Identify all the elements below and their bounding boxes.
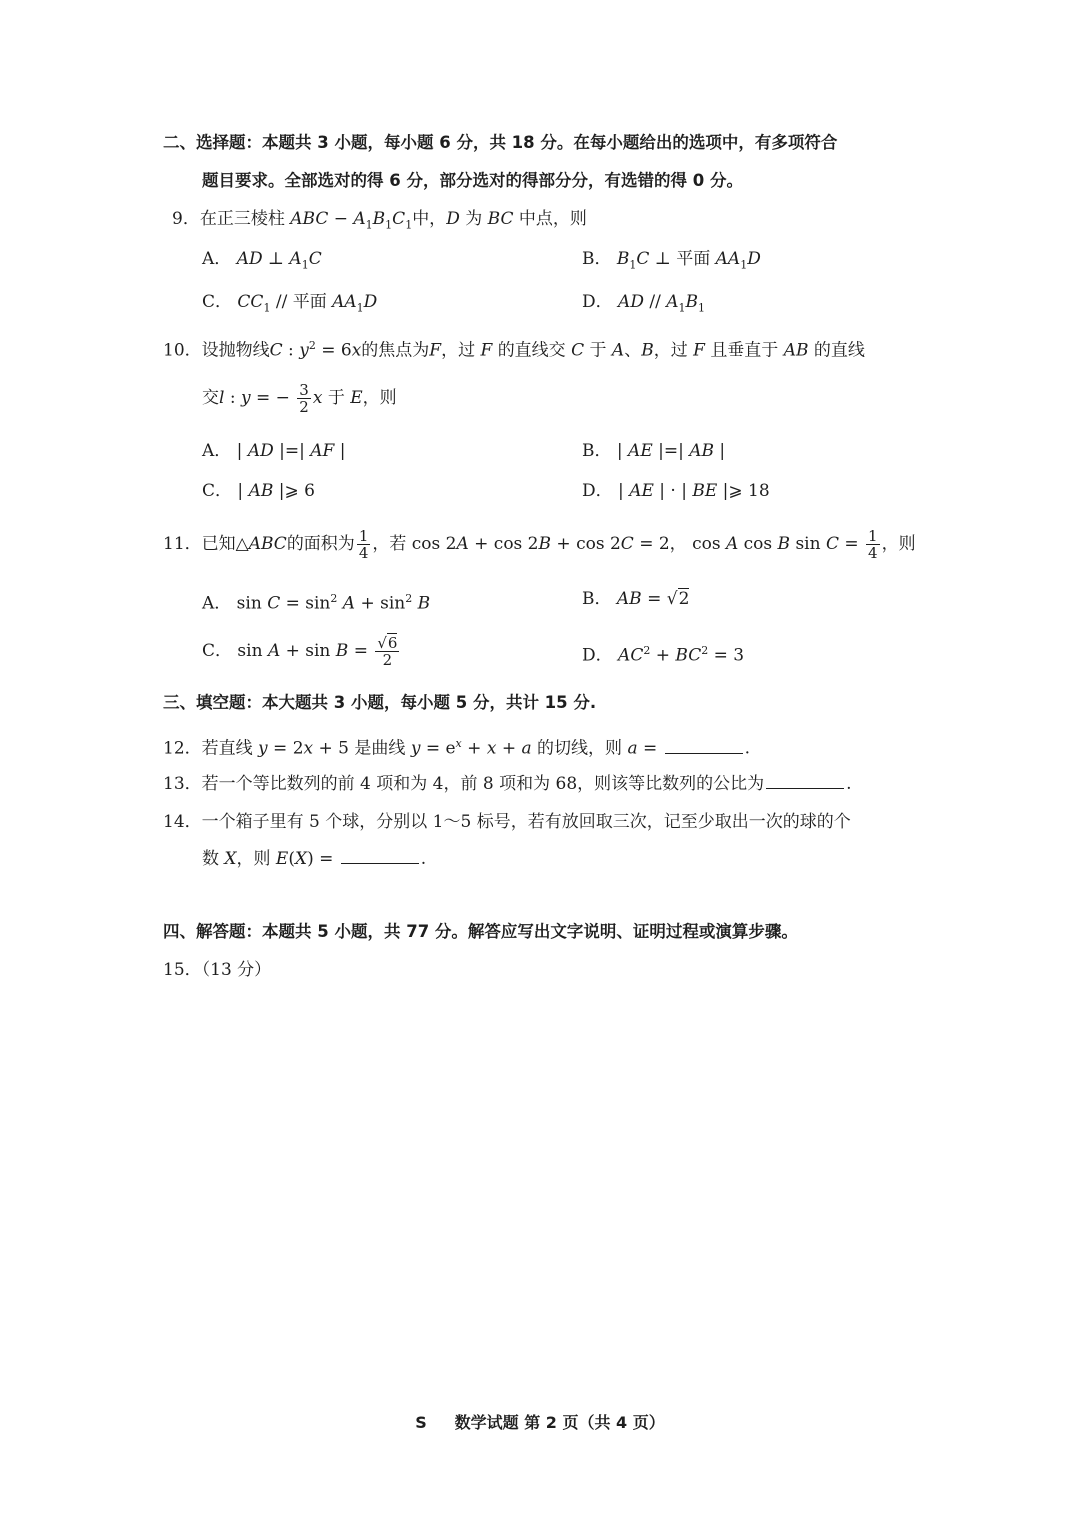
question-14-cont: 数 X，则 E(X) = .	[202, 849, 427, 869]
question-10: 10．设抛物线C : $y^2 = 6x$的焦点为F，过 F 的直线交 C 于 A、B，过 F 且垂直于 AB 的直线	[163, 339, 865, 361]
question-11: 11．已知△ABC的面积为 $\frac{1}{4}$ ，若 cos 2A + cos 2B + cos 2C = 2， cos A cos B sin C = $\frac{1}{4}$ ，则	[163, 527, 916, 562]
question-13: 13．若一个等比数列的前 4 项和为 4，前 8 项和为 68，则该等比数列的公比为 .	[163, 774, 852, 794]
q11-option-b: B． AB = √2	[582, 589, 690, 609]
q9-option-c: C． $CC_1$ // 平面 $AA_1D$	[202, 292, 378, 315]
footer-letter: S	[415, 1413, 427, 1432]
answer-blank	[766, 772, 844, 789]
q9-option-a: A． AD ⊥ $A_1C$	[202, 249, 322, 272]
question-10-cont: 交l : y = − $\frac{3}{2}$ x 于 E，则	[202, 381, 397, 416]
answer-blank	[665, 737, 743, 754]
q11-option-c: C． sin A + sin B = $\frac{√6}{2}$	[202, 634, 398, 669]
q9-option-b: B． $B_1C$ ⊥ 平面 $AA_1D$	[582, 249, 761, 272]
q10-option-a: A． | AD |=| AF |	[202, 441, 346, 461]
q10-option-b: B． | AE |=| AB |	[582, 441, 726, 461]
question-15: 15．（13 分）	[163, 960, 272, 980]
section-2-heading: 二、选择题：本题共 3 小题，每小题 6 分，共 18 分。在每小题给出的选项中，有多项符合	[163, 133, 838, 152]
section-4-heading: 四、解答题：本题共 5 小题，共 77 分。解答应写出文字说明、证明过程或演算步骤。	[163, 922, 798, 941]
q11-option-d: D． $AC^2 + BC^2 = 3$	[582, 644, 745, 666]
q9-option-d: D． AD // $A_1B_1$	[582, 292, 706, 315]
q11-option-a: A． $\sin C = \sin^2 A + \sin^2 B$	[202, 592, 431, 614]
question-9: 9．在正三棱柱 ABC − $A_1B_1C_1$中，D 为 BC 中点，则	[172, 209, 587, 232]
question-14: 14．一个箱子里有 5 个球，分别以 1～5 标号，若有放回取三次，记至少取出一次的球的个	[163, 812, 851, 832]
answer-blank	[341, 847, 419, 864]
section-2-heading-cont: 题目要求。全部选对的得 6 分，部分选对的得部分分，有选错的得 0 分。	[202, 171, 743, 190]
section-3-heading: 三、填空题：本大题共 3 小题，每小题 5 分，共计 15 分.	[163, 693, 597, 712]
footer-page-info: 数学试题 第 2 页（共 4 页）	[454, 1413, 665, 1432]
q10-option-c: C． | AB |⩾ 6	[202, 481, 315, 501]
question-number: 9．	[172, 209, 200, 229]
question-12: 12．若直线 y = 2x + 5 是曲线 $y = e^x + x + a$ 的切线，则 a = .	[163, 737, 751, 759]
q10-option-d: D． | AE | · | BE |⩾ 18	[582, 481, 770, 501]
page-footer	[0, 1410, 1080, 1433]
